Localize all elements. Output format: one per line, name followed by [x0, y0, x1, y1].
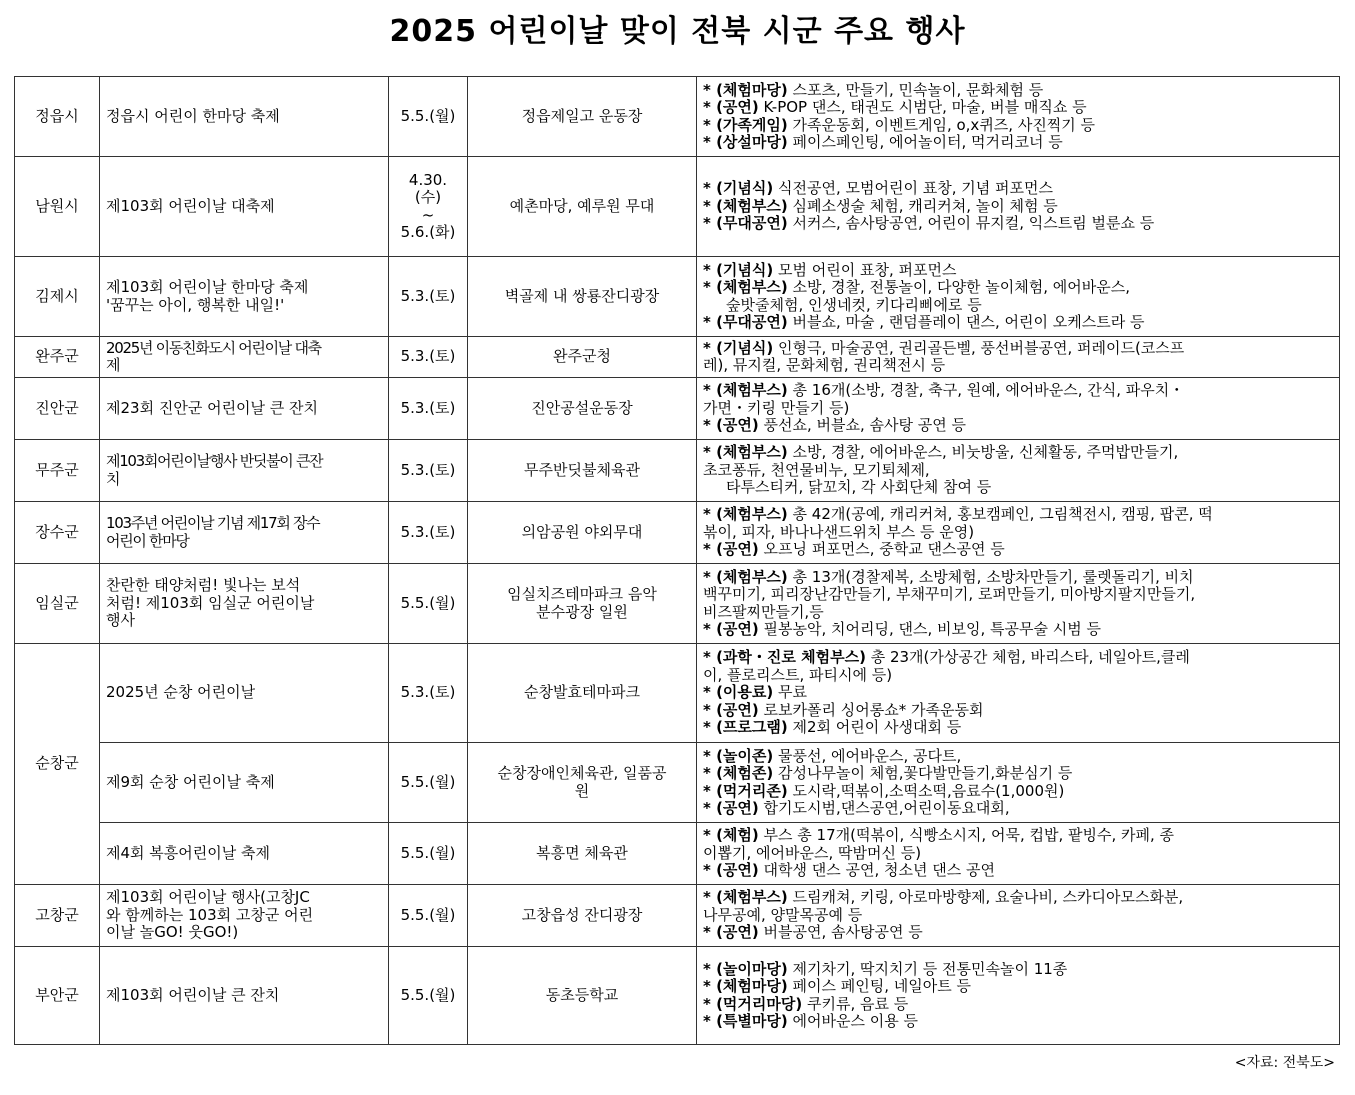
event-date-cell	[389, 502, 468, 564]
region-cell: 진안군	[15, 378, 100, 440]
detail-item	[703, 99, 1333, 117]
event-venue-line: 동초등학교	[545, 985, 619, 1004]
event-details-cell	[697, 644, 1340, 743]
region-cell: 남원시	[15, 157, 100, 257]
event-venue-cell	[468, 885, 697, 947]
event-venue-line: 진안공설운동장	[531, 398, 633, 417]
table-row	[15, 502, 1340, 564]
detail-tag: * (무대공연)	[703, 313, 788, 331]
detail-text: 도시락,떡볶이,소떡소떡,음료수(1,000원)	[787, 781, 1065, 800]
region-cell: 임실군	[15, 564, 100, 644]
detail-item	[703, 649, 1333, 667]
detail-item	[703, 862, 1333, 880]
region-cell: 무주군	[15, 440, 100, 502]
event-venue-cell	[468, 77, 697, 157]
detail-text: K-POP 댄스, 태권도 시범단, 마술, 버블 매직쇼 등	[758, 98, 1087, 116]
event-date-cell	[389, 77, 468, 157]
table-row	[15, 77, 1340, 157]
event-venue-cell	[468, 337, 697, 378]
event-details-cell	[697, 823, 1340, 885]
detail-item	[703, 889, 1333, 907]
event-date-cell	[389, 378, 468, 440]
event-date-cell	[389, 337, 468, 378]
event-venue-cell	[468, 157, 697, 257]
detail-text: 가족운동회, 이벤트게임, o,x퀴즈, 사진찍기 등	[787, 115, 1096, 134]
detail-tag: * (체험부스)	[703, 278, 788, 296]
event-name-line: 제9회 순창 어린이날 축제	[106, 772, 275, 791]
detail-continuation: 나무공예, 양말목공예 등	[703, 905, 863, 924]
detail-tag: * (특별마당)	[703, 1012, 788, 1030]
event-date-cell	[389, 257, 468, 337]
event-venue-line: 원	[574, 781, 590, 800]
event-date-line: ~	[421, 205, 435, 224]
detail-item	[703, 765, 1333, 783]
detail-continuation: 레), 뮤지컬, 문화체험, 권리책전시 등	[703, 356, 946, 374]
detail-item	[703, 314, 1333, 332]
detail-text: 제2회 어린이 사생대회 등	[787, 718, 962, 737]
event-details-cell	[697, 157, 1340, 257]
event-name-line: 제103회 어린이날 대축제	[106, 196, 275, 215]
event-name-line: 제103회 어린이날 한마당 축제	[106, 278, 309, 296]
detail-item	[703, 180, 1333, 198]
detail-tag: * (체험부스)	[703, 567, 788, 586]
detail-continuation: 이뽑기, 에어바운스, 딱밤머신 등)	[703, 843, 922, 862]
detail-tag: * (먹거리마당)	[703, 994, 803, 1013]
event-name-cell	[100, 644, 389, 743]
detail-text: 드림캐쳐, 키링, 아로마방향제, 요술나비, 스카디아모스화분,	[787, 888, 1184, 907]
event-date-line: (수)	[414, 188, 442, 206]
detail-item	[703, 262, 1333, 280]
event-date-cell	[389, 564, 468, 644]
event-name-cell	[100, 823, 389, 885]
event-name-cell	[100, 157, 389, 257]
event-date-line: 5.3.(토)	[400, 347, 456, 366]
detail-tag: * (체험부스)	[703, 381, 788, 400]
detail-continuation: 이, 플로리스트, 파티시에 등)	[703, 665, 893, 684]
event-name-line: 제103회 어린이날 큰 잔치	[106, 985, 280, 1004]
event-date-cell	[389, 644, 468, 743]
detail-text: 부스 총 17개(떡볶이, 식빵소시지, 어묵, 컵밥, 팥빙수, 카페, 종	[758, 826, 1175, 845]
detail-tag: * (공연)	[703, 861, 759, 880]
detail-item	[703, 198, 1333, 216]
event-details-cell	[697, 337, 1340, 378]
detail-continuation: 볶이, 피자, 바나나샌드위치 부스 등 운영)	[703, 522, 975, 541]
detail-text: 합기도시범,댄스공연,어린이동요대회,	[758, 799, 1010, 817]
detail-tag: * (체험마당)	[703, 977, 788, 995]
region-cell: 순창군	[15, 644, 100, 885]
detail-tag: * (과학・진로 체험부스)	[703, 648, 866, 667]
detail-text: 총 23개(가상공간 체험, 바리스타, 네일아트,클레	[865, 648, 1190, 667]
event-date-line: 5.5.(월)	[400, 772, 456, 791]
table-row	[15, 378, 1340, 440]
table-row	[15, 885, 1340, 947]
table-row	[15, 743, 1340, 823]
event-venue-line: 완주군청	[553, 347, 611, 366]
table-row	[15, 157, 1340, 257]
detail-item	[703, 506, 1333, 524]
detail-text: 서커스, 솜사탕공연, 어린이 뮤지컬, 익스트림 벌룬쇼 등	[787, 214, 1155, 233]
event-name-line: 정읍시 어린이 한마당 축제	[106, 106, 280, 125]
event-date-line: 4.30.	[408, 170, 448, 189]
event-details-cell	[697, 743, 1340, 823]
event-date-line: 5.6.(화)	[400, 223, 456, 241]
event-name-line: 제103회 어린이날 행사(고창JC	[106, 888, 310, 907]
detail-item	[703, 800, 1333, 818]
event-date-line: 5.5.(월)	[400, 843, 456, 862]
detail-item	[703, 978, 1333, 996]
detail-continuation: 백꾸미기, 피리장난감만들기, 부채꾸미기, 로퍼만들기, 미아방지팔지만들기,	[703, 585, 1196, 603]
event-name-line: 2025년 이동친화도시 어린이날 대축	[106, 338, 321, 357]
detail-tag: * (기념식)	[703, 179, 774, 198]
event-name-line: 와 함께하는 103회 고창군 어린	[106, 905, 314, 924]
event-venue-cell	[468, 644, 697, 743]
table-row	[15, 440, 1340, 502]
detail-item	[703, 783, 1333, 801]
detail-item	[703, 215, 1333, 233]
region-cell: 정읍시	[15, 77, 100, 157]
event-details-cell	[697, 440, 1340, 502]
detail-item	[703, 82, 1333, 100]
event-venue-line: 정읍제일고 운동장	[521, 106, 643, 125]
detail-tag: * (무대공연)	[703, 214, 788, 233]
event-name-cell	[100, 885, 389, 947]
event-name-line: 처럼! 제103회 임실군 어린이날	[106, 593, 315, 612]
event-date-line: 5.5.(월)	[400, 106, 456, 125]
event-venue-line: 분수광장 일원	[536, 602, 628, 621]
detail-item	[703, 279, 1333, 297]
detail-item	[703, 444, 1333, 462]
event-name-cell	[100, 564, 389, 644]
detail-tag: * (가족게임)	[703, 115, 788, 134]
event-venue-line: 임실치즈테마파크 음악	[507, 585, 657, 603]
table-row	[15, 947, 1340, 1045]
detail-text: 총 13개(경찰제복, 소방체험, 소방차만들기, 룰렛돌리기, 비치	[787, 567, 1194, 586]
detail-tag: * (먹거리존)	[703, 781, 788, 800]
detail-text: 무료	[773, 683, 807, 702]
event-details-cell	[697, 257, 1340, 337]
event-venue-cell	[468, 564, 697, 644]
region-cell: 고창군	[15, 885, 100, 947]
detail-text: 에어바운스 이용 등	[787, 1012, 918, 1030]
detail-item	[703, 748, 1333, 766]
source-note: <자료: 전북도>	[1234, 1055, 1335, 1071]
event-date-line: 5.3.(토)	[400, 460, 456, 479]
event-name-line: 제23회 진안군 어린이날 큰 잔치	[106, 398, 319, 417]
event-date-line: 5.3.(토)	[400, 522, 456, 541]
detail-item	[703, 684, 1333, 702]
event-name-line: 제4회 복흥어린이날 축제	[106, 843, 270, 862]
detail-text: 쿠키류, 음료 등	[802, 994, 909, 1013]
detail-item	[703, 1013, 1333, 1031]
event-details-cell	[697, 77, 1340, 157]
detail-tag: * (체험부스)	[703, 196, 788, 215]
region-cell: 완주군	[15, 337, 100, 378]
event-venue-cell	[468, 502, 697, 564]
event-venue-line: 무주반딧불체육관	[524, 460, 640, 479]
detail-text: 로보카폴리 싱어롱쇼* 가족운동회	[758, 700, 984, 719]
page-title: 2025 어린이날 맞이 전북 시군 주요 행사	[389, 14, 966, 49]
events-table	[14, 76, 1340, 1045]
detail-tag: * (공연)	[703, 540, 759, 559]
detail-tag: * (상설마당)	[703, 133, 788, 151]
region-cell: 부안군	[15, 947, 100, 1045]
event-date-line: 5.3.(토)	[400, 683, 456, 702]
detail-item	[703, 569, 1333, 587]
event-venue-line: 복흥면 체육관	[536, 843, 628, 862]
detail-text: 감성나무놀이 체험,꽃다발만들기,화분심기 등	[773, 764, 1073, 782]
detail-tag: * (공연)	[703, 416, 759, 435]
detail-continuation: 비즈팔찌만들기,등	[703, 602, 824, 621]
table-row	[15, 564, 1340, 644]
event-name-line: 찬란한 태양처럼! 빛나는 보석	[106, 576, 301, 595]
detail-item	[703, 924, 1333, 942]
detail-text: 타투스티커, 닭꼬치, 각 사회단체 참여 등	[726, 478, 992, 497]
detail-tag: * (기념식)	[703, 260, 774, 279]
region-cell: 장수군	[15, 502, 100, 564]
region-cell: 김제시	[15, 257, 100, 337]
event-name-line: 제103회어린이날행사 반딧불이 큰잔	[106, 452, 323, 470]
event-venue-line: 의암공원 야외무대	[521, 522, 643, 541]
detail-item	[703, 702, 1333, 720]
detail-item	[703, 382, 1333, 400]
table-row	[15, 337, 1340, 378]
table-row	[15, 644, 1340, 743]
detail-text: 제기차기, 딱지치기 등 전통민속놀이 11종	[787, 959, 1068, 978]
event-name-line: 어린이 한마당	[106, 531, 189, 550]
detail-tag: * (공연)	[703, 98, 759, 116]
event-date-cell	[389, 947, 468, 1045]
detail-text: 총 42개(공예, 캐리커쳐, 홍보캠페인, 그림책전시, 캠핑, 팝콘, 떡	[787, 505, 1213, 524]
detail-tag: * (공연)	[703, 700, 759, 719]
event-name-cell	[100, 337, 389, 378]
event-venue-line: 고창읍성 잔디광장	[521, 905, 643, 924]
detail-text: 스포츠, 만들기, 민속놀이, 문화체험 등	[787, 80, 1044, 99]
detail-tag: * (체험부스)	[703, 505, 788, 524]
event-date-line: 5.3.(토)	[400, 398, 456, 417]
event-name-line: 이날 놀GO! 웃GO!)	[106, 923, 239, 942]
event-date-cell	[389, 885, 468, 947]
detail-text: 페이스 페인팅, 네일아트 등	[787, 977, 971, 995]
detail-tag: * (놀이존)	[703, 746, 774, 765]
detail-text: 소방, 경찰, 전통놀이, 다양한 놀이체험, 에어바운스,	[787, 278, 1131, 296]
event-date-cell	[389, 823, 468, 885]
detail-item	[703, 117, 1333, 135]
event-venue-cell	[468, 947, 697, 1045]
detail-item	[703, 996, 1333, 1014]
detail-item	[703, 961, 1333, 979]
event-venue-line: 순창장애인체육관, 일품공	[497, 764, 667, 782]
event-name-cell	[100, 502, 389, 564]
event-date-cell	[389, 157, 468, 257]
detail-text: 오프닝 퍼포먼스, 중학교 댄스공연 등	[758, 540, 1005, 559]
table-row	[15, 257, 1340, 337]
event-details-cell	[697, 885, 1340, 947]
event-date-line: 5.5.(월)	[400, 905, 456, 924]
event-venue-cell	[468, 823, 697, 885]
event-venue-cell	[468, 378, 697, 440]
event-name-line: '꿈꾸는 아이, 행복한 내일!'	[106, 295, 285, 314]
event-name-cell	[100, 378, 389, 440]
detail-text: 페이스페인팅, 에어놀이터, 먹거리코너 등	[787, 133, 1063, 151]
detail-item	[703, 621, 1333, 639]
detail-tag: * (공연)	[703, 620, 759, 638]
event-details-cell	[697, 502, 1340, 564]
detail-tag: * (공연)	[703, 799, 759, 817]
event-date-cell	[389, 743, 468, 823]
event-date-line: 5.5.(월)	[400, 985, 456, 1004]
event-details-cell	[697, 564, 1340, 644]
detail-text: 식전공연, 모범어린이 표창, 기념 퍼포먼스	[773, 179, 1053, 198]
event-venue-line: 벽골제 내 쌍룡잔디광장	[504, 286, 660, 305]
detail-text: 대학생 댄스 공연, 청소년 댄스 공연	[758, 861, 996, 880]
detail-continuation: 가면・키링 만들기 등)	[703, 398, 850, 417]
detail-item	[703, 134, 1333, 152]
detail-tag: * (기념식)	[703, 338, 774, 357]
event-venue-cell	[468, 440, 697, 502]
event-venue-cell	[468, 743, 697, 823]
detail-text: 소방, 경찰, 에어바운스, 비눗방울, 신체활동, 주먹밥만들기,	[787, 443, 1179, 462]
detail-continuation: 초코퐁듀, 천연물비누, 모기퇴체제,	[703, 460, 930, 479]
event-details-cell	[697, 378, 1340, 440]
detail-tag: * (체험부스)	[703, 888, 788, 907]
detail-continuation: 숲밧줄체험, 인생네컷, 키다리삐에로 등	[726, 295, 982, 314]
event-name-line: 103주년 어린이날 기념 제17회 장수	[106, 514, 320, 532]
detail-text: 버블공연, 솜사탕공연 등	[758, 923, 923, 942]
detail-tag: * (놀이마당)	[703, 959, 788, 978]
event-name-cell	[100, 440, 389, 502]
event-name-cell	[100, 947, 389, 1045]
event-date-cell	[389, 440, 468, 502]
detail-text: 버블쇼, 마술 , 랜덤플레이 댄스, 어린이 오케스트라 등	[787, 313, 1145, 331]
detail-tag: * (체험존)	[703, 764, 774, 782]
detail-tag: * (프로그램)	[703, 718, 788, 737]
event-name-cell	[100, 743, 389, 823]
detail-text: 심폐소생술 체험, 캐리커쳐, 놀이 체험 등	[787, 196, 1058, 215]
detail-tag: * (이용료)	[703, 683, 774, 702]
detail-text: 필봉농악, 치어리딩, 댄스, 비보잉, 특공무술 시범 등	[758, 620, 1102, 638]
detail-text: 총 16개(소방, 경찰, 축구, 원예, 에어바운스, 간식, 파우치・	[787, 381, 1185, 400]
event-venue-line: 예촌마당, 예루원 무대	[509, 196, 655, 215]
event-name-cell	[100, 77, 389, 157]
event-name-line: 2025년 순창 어린이날	[106, 683, 256, 702]
event-venue-cell	[468, 257, 697, 337]
detail-tag: * (체험마당)	[703, 80, 788, 99]
detail-item	[703, 479, 1333, 497]
detail-tag: * (공연)	[703, 923, 759, 942]
table-row	[15, 823, 1340, 885]
detail-item	[703, 417, 1333, 435]
event-name-line: 제	[106, 356, 120, 374]
event-venue-line: 순창발효테마파크	[524, 683, 640, 702]
detail-text: 인형극, 마술공연, 권리골든벨, 풍선버블공연, 퍼레이드(코스프	[773, 338, 1185, 357]
event-details-cell	[697, 947, 1340, 1045]
detail-text: 물풍선, 에어바운스, 공다트,	[773, 746, 962, 765]
detail-text: 풍선쇼, 버블쇼, 솜사탕 공연 등	[758, 416, 967, 435]
event-date-line: 5.3.(토)	[400, 286, 456, 305]
detail-text: 모범 어린이 표창, 퍼포먼스	[773, 260, 957, 279]
event-name-line: 치	[106, 469, 120, 488]
event-date-line: 5.5.(월)	[400, 593, 456, 612]
detail-item	[703, 719, 1333, 737]
detail-item	[703, 340, 1333, 358]
detail-tag: * (체험)	[703, 826, 759, 845]
detail-tag: * (체험부스)	[703, 443, 788, 462]
detail-item	[703, 827, 1333, 845]
detail-item	[703, 541, 1333, 559]
event-name-cell	[100, 257, 389, 337]
event-name-line: 행사	[106, 611, 135, 630]
